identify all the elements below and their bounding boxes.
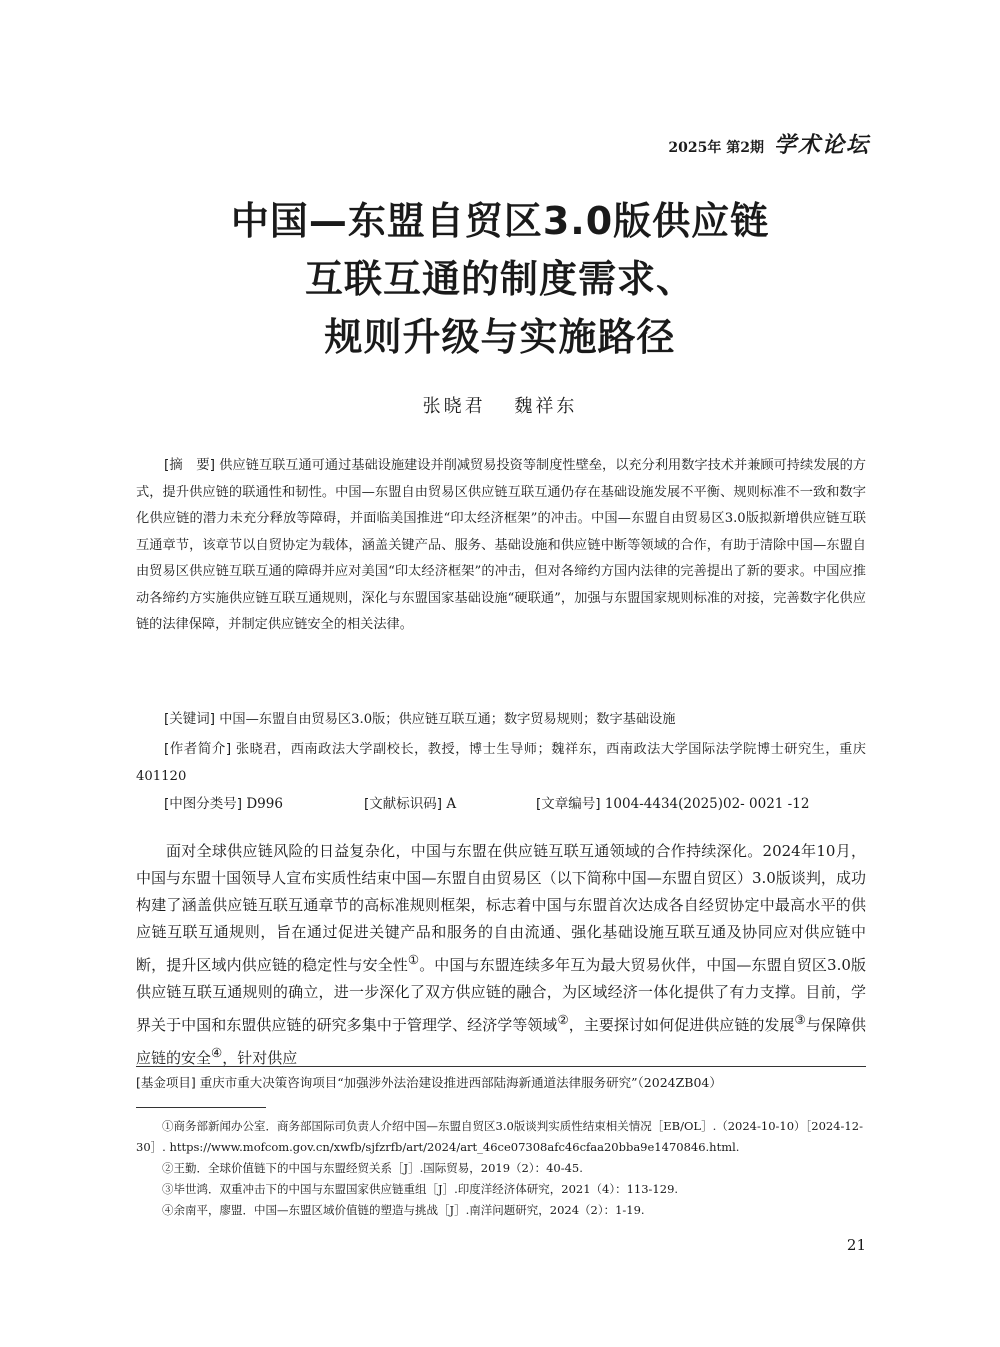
doc-value: A xyxy=(446,796,457,812)
footnote-ref-4[interactable]: ④ xyxy=(211,1045,223,1060)
abstract-text: 供应链互联互通可通过基础设施建设并削减贸易投资等制度性壁垒，以充分利用数字技术并兼顾可持续发展的方式，提升供应链的联通性和韧性。中国—东盟自由贸易区供应链互联互通仍存在基础设施发展不平衡、规则标准不一致和数字化供应链的潜力未充分释放等障碍，并面临美国推进“印太经济框架”的冲击。中国—东盟自由贸易区3.0版拟新增供应链互联互通章节，该章节以自贸协定为载体，涵盖关键产品、服务、基础设施和供应链中断等领域的合作，有助于清除中国—东盟自由贸易区供应链互联互通的障碍并应对美国“印太经济框架”的冲击，但对各缔约方国内法律的完善提出了新的要求。中国应推动各缔约方实施供应链互联互通规则，深化与东盟国家基础设施“硬联通”，加强与东盟国家规则标准的对接，完善数字化供应链的法律保障，并制定供应链安全的相关法律。 xyxy=(136,458,866,632)
article-number-label: [文章编号] xyxy=(536,796,601,812)
footnote-ref-3[interactable]: ③ xyxy=(794,1012,806,1027)
author-names: 张晓君 魏祥东 xyxy=(422,396,578,417)
article-number-value: 1004-4434(2025)02- 0021 -12 xyxy=(604,796,810,812)
body-text-1: 面对全球供应链风险的日益复杂化，中国与东盟在供应链互联互通领域的合作持续深化。2024年10月，中国与东盟十国领导人宣布实质性结束中国—东盟自由贸易区（以下简称中国—东盟自贸区）3.0版谈判，成功构建了涵盖供应链互联互通章节的高标准规则框架，标志着中国与东盟首次达成各自经贸协定中最高水平的供应链互联互通规则，旨在通过促进关键产品和服务的自由流通、强化基础设施互联互通及协同应对供应链中断，提升区域内供应链的稳定性与安全性 xyxy=(136,842,866,974)
fund-label: [基金项目] xyxy=(136,1075,196,1090)
clc-label: [中图分类号] xyxy=(164,796,243,812)
article-number xyxy=(536,792,809,812)
author-intro xyxy=(136,736,880,790)
body-text-5: ，针对供应 xyxy=(222,1049,298,1067)
article-title xyxy=(0,192,1000,366)
author-intro-label: [作者简介] xyxy=(164,741,232,757)
page-number: 21 xyxy=(846,1236,866,1254)
body-text-2: 。中国与东盟连续多年互为最大贸易伙伴，中国—东盟自贸区3.0版供应链互联互通规则的确立，进一步深化了双方供应链的融合，为区域经济一体化提供了有力支撑。目前，学界关于中国和东盟供应链的研究多集中于管理学、经济学等领域 xyxy=(136,956,866,1034)
author-intro-text: 张晓君，西南政法大学副校长，教授，博士生导师；魏祥东，西南政法大学国际法学院博士研究生，重庆 401120 xyxy=(136,742,880,784)
doc-code xyxy=(364,792,536,812)
footnote-divider xyxy=(136,1107,266,1108)
title-line-3: 规则升级与实施路径 xyxy=(324,315,676,359)
footnote-ref-2[interactable]: ② xyxy=(557,1012,569,1027)
running-header xyxy=(668,128,870,159)
footnote-ref-1[interactable]: ① xyxy=(407,952,420,967)
doc-label: [文献标识码] xyxy=(364,796,443,812)
body-paragraph xyxy=(136,838,866,1072)
classification-row xyxy=(164,792,864,812)
footnotes xyxy=(136,1116,866,1221)
footnote-2: ②王勤．全球价值链下的中国与东盟经贸关系［J］.国际贸易，2019（2）：40-45. xyxy=(162,1161,583,1175)
footnote-1: ①商务部新闻办公室．商务部国际司负责人介绍中国—东盟自贸区3.0版谈判实质性结束相关情况［EB/OL］.（2024-10-10）［2024-12-30］. https://www.mofcom.gov.cn/xwfb/sjfzrfb/art/2024/art_46ce07308afc46cfaa20bba9e1470846.html. xyxy=(136,1119,863,1154)
fund-info xyxy=(136,1073,866,1091)
clc-value: D996 xyxy=(246,796,283,812)
fund-text: 重庆市重大决策咨询项目“加强涉外法治建设推进西部陆海新通道法律服务研究”（2024ZB04） xyxy=(199,1075,722,1090)
footnote-3: ③毕世鸿．双重冲击下的中国与东盟国家供应链重组［J］.印度洋经济体研究，2021（4）：113-129. xyxy=(162,1182,679,1196)
footnote-4: ④余南平，廖盟．中国—东盟区域价值链的塑造与挑战［J］.南洋问题研究，2024（2）：1-19. xyxy=(162,1203,645,1217)
body-text-3: ，主要探讨如何促进供应链的发展 xyxy=(568,1016,795,1034)
clc-code xyxy=(164,792,364,812)
issue-label: 2025年 第2期 xyxy=(668,140,764,156)
keywords-text: 中国—东盟自由贸易区3.0版；供应链互联互通；数字贸易规则；数字基础设施 xyxy=(219,712,676,727)
keywords xyxy=(136,706,866,734)
fund-divider xyxy=(136,1066,866,1067)
body-text-4: 与保障供应链的安全 xyxy=(136,1016,866,1067)
title-line-2: 互联互通的制度需求、 xyxy=(304,257,695,301)
title-line-1: 中国—东盟自贸区3.0版供应链 xyxy=(230,199,770,243)
keywords-label: [关键词] xyxy=(164,711,216,727)
abstract xyxy=(136,452,866,639)
journal-logo: 学术论坛 xyxy=(773,132,870,158)
abstract-label: [摘 要] xyxy=(164,457,216,473)
